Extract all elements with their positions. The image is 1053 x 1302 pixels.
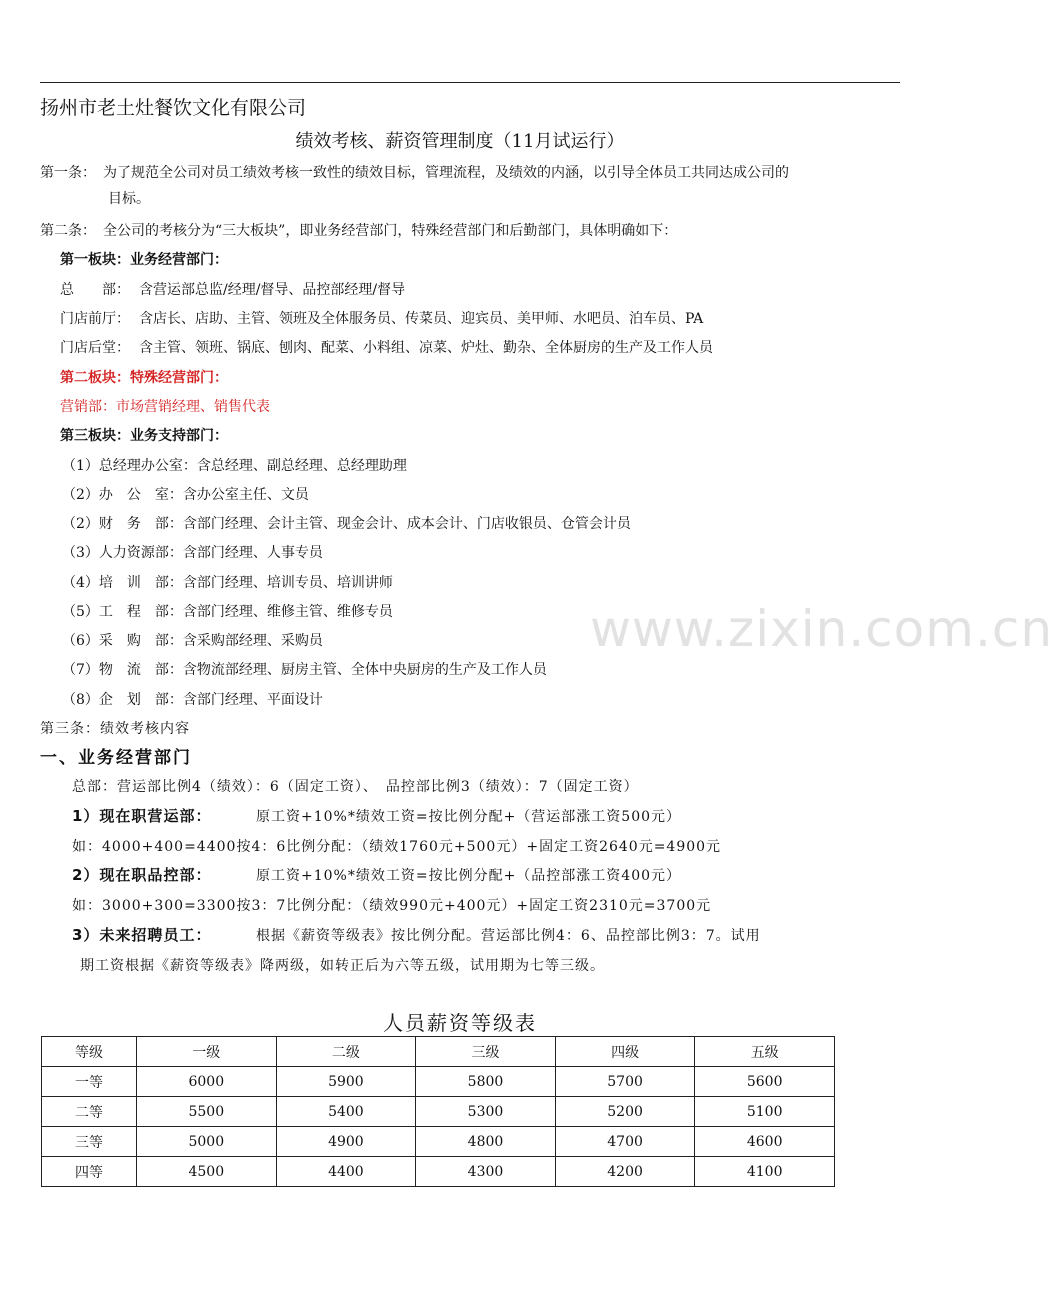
table-header-cell: 等级 — [42, 1037, 137, 1067]
table-header-cell: 二级 — [276, 1037, 416, 1067]
block-1-item-text: 含营运部总监/经理/督导、品控部经理/督导 — [139, 282, 406, 298]
block-3-item: （8）企 划 部：含部门经理、平面设计 — [62, 692, 323, 708]
article-2-label: 第二条： — [40, 223, 96, 239]
block-1-item-text: 含主管、领班、锅底、刨肉、配菜、小料组、凉菜、炉灶、勤杂、全体厨房的生产及工作人员 — [139, 340, 713, 356]
table-header-cell: 三级 — [416, 1037, 556, 1067]
table-cell: 5000 — [137, 1127, 277, 1157]
table-cell: 4100 — [695, 1157, 835, 1187]
table-row — [42, 1067, 835, 1097]
section-1-heading: 一、业务经营部门 — [40, 748, 192, 768]
point-1-text: 原工资+10%*绩效工资=按比例分配+（营运部涨工资500元） — [256, 809, 682, 825]
block-1-item-label: 门店后堂： — [60, 340, 130, 356]
table-cell: 5200 — [555, 1097, 695, 1127]
block-1-item-label: 门店前厅： — [60, 311, 130, 327]
table-cell: 4800 — [416, 1127, 556, 1157]
table-header-cell: 五级 — [695, 1037, 835, 1067]
point-2-label: 2）现在职品控部： — [72, 866, 212, 884]
document-title: 绩效考核、薪资管理制度（11月试运行） — [295, 131, 625, 152]
point-2-example: 如：3000+300=3300按3：7比例分配：（绩效990元+400元）+固定工资2310元=3700元 — [72, 898, 712, 914]
table-cell: 三等 — [42, 1127, 137, 1157]
table-cell: 5100 — [695, 1097, 835, 1127]
table-cell: 4500 — [137, 1157, 277, 1187]
table-cell: 5700 — [555, 1067, 695, 1097]
table-cell: 5600 — [695, 1067, 835, 1097]
table-cell: 5800 — [416, 1067, 556, 1097]
table-header-cell: 一级 — [137, 1037, 277, 1067]
point-1-label: 1）现在职营运部： — [72, 807, 212, 825]
table-header-row — [42, 1037, 835, 1067]
table-row — [42, 1157, 835, 1187]
table-header-cell: 四级 — [555, 1037, 695, 1067]
block-3-item: （2）财 务 部：含部门经理、会计主管、现金会计、成本会计、门店收银员、仓管会计员 — [62, 516, 631, 532]
block-3-item: （2）办 公 室：含办公室主任、文员 — [62, 487, 309, 503]
watermark: www.zixin.com.cn — [590, 600, 1053, 658]
block-3-item: （6）采 购 部：含采购部经理、采购员 — [62, 633, 323, 649]
point-3-text-continued: 期工资根据《薪资等级表》降两级，如转正后为六等五级，试用期为七等三级。 — [80, 958, 605, 974]
table-cell: 4200 — [555, 1157, 695, 1187]
article-2-text: 全公司的考核分为“三大板块”，即业务经营部门，特殊经营部门和后勤部门，具体明确如下： — [103, 223, 678, 239]
block-1-heading: 第一板块：业务经营部门： — [60, 252, 228, 268]
block-2-heading: 第二板块：特殊经营部门： — [60, 370, 228, 386]
table-cell: 4700 — [555, 1127, 695, 1157]
table-cell: 5500 — [137, 1097, 277, 1127]
block-3-item: （4）培 训 部：含部门经理、培训专员、培训讲师 — [62, 575, 393, 591]
block-3-item: （5）工 程 部：含部门经理、维修主管、维修专员 — [62, 604, 393, 620]
article-1-line-1: 为了规范全公司对员工绩效考核一致性的绩效目标，管理流程，及绩效的内涵，以引导全体员工共同达成公司的 — [103, 165, 789, 181]
block-3-item: （3）人力资源部：含部门经理、人事专员 — [62, 545, 323, 561]
header-rule — [40, 82, 900, 83]
table-row — [42, 1127, 835, 1157]
article-1-line-2: 目标。 — [108, 191, 150, 207]
table-cell: 5900 — [276, 1067, 416, 1097]
table-cell: 5400 — [276, 1097, 416, 1127]
table-cell: 6000 — [137, 1067, 277, 1097]
point-3-text: 根据《薪资等级表》按比例分配。营运部比例4：6、品控部比例3：7。试用 — [256, 928, 761, 944]
block-3-item: （7）物 流 部：含物流部经理、厨房主管、全体中央厨房的生产及工作人员 — [62, 662, 547, 678]
salary-table — [41, 1036, 835, 1187]
block-1-item-label: 总 部： — [60, 282, 130, 298]
table-cell: 一等 — [42, 1067, 137, 1097]
block-3-heading: 第三板块：业务支持部门： — [60, 428, 228, 444]
salary-table-title: 人员薪资等级表 — [383, 1011, 537, 1035]
table-cell: 5300 — [416, 1097, 556, 1127]
point-3-label: 3）未来招聘员工： — [72, 926, 212, 944]
article-1-label: 第一条： — [40, 165, 96, 181]
table-cell: 四等 — [42, 1157, 137, 1187]
hq-ratio: 总部：营运部比例4（绩效）：6（固定工资）、 品控部比例3（绩效）：7（固定工资） — [72, 779, 639, 795]
article-3-heading: 第三条：绩效考核内容 — [40, 721, 190, 737]
table-cell: 4300 — [416, 1157, 556, 1187]
company-name: 扬州市老土灶餐饮文化有限公司 — [40, 97, 307, 119]
table-cell: 4400 — [276, 1157, 416, 1187]
block-1-item-text: 含店长、店助、主管、领班及全体服务员、传菜员、迎宾员、美甲师、水吧员、泊车员、PA — [139, 311, 704, 327]
point-1-example: 如：4000+400=4400按4：6比例分配：（绩效1760元+500元）+固定工资2640元=4900元 — [72, 839, 722, 855]
table-row — [42, 1097, 835, 1127]
table-cell: 4600 — [695, 1127, 835, 1157]
block-2-item: 营销部：市场营销经理、销售代表 — [60, 399, 270, 415]
table-cell: 4900 — [276, 1127, 416, 1157]
block-3-item: （1）总经理办公室：含总经理、副总经理、总经理助理 — [62, 458, 407, 474]
table-cell: 二等 — [42, 1097, 137, 1127]
point-2-text: 原工资+10%*绩效工资=按比例分配+（品控部涨工资400元） — [256, 868, 682, 884]
